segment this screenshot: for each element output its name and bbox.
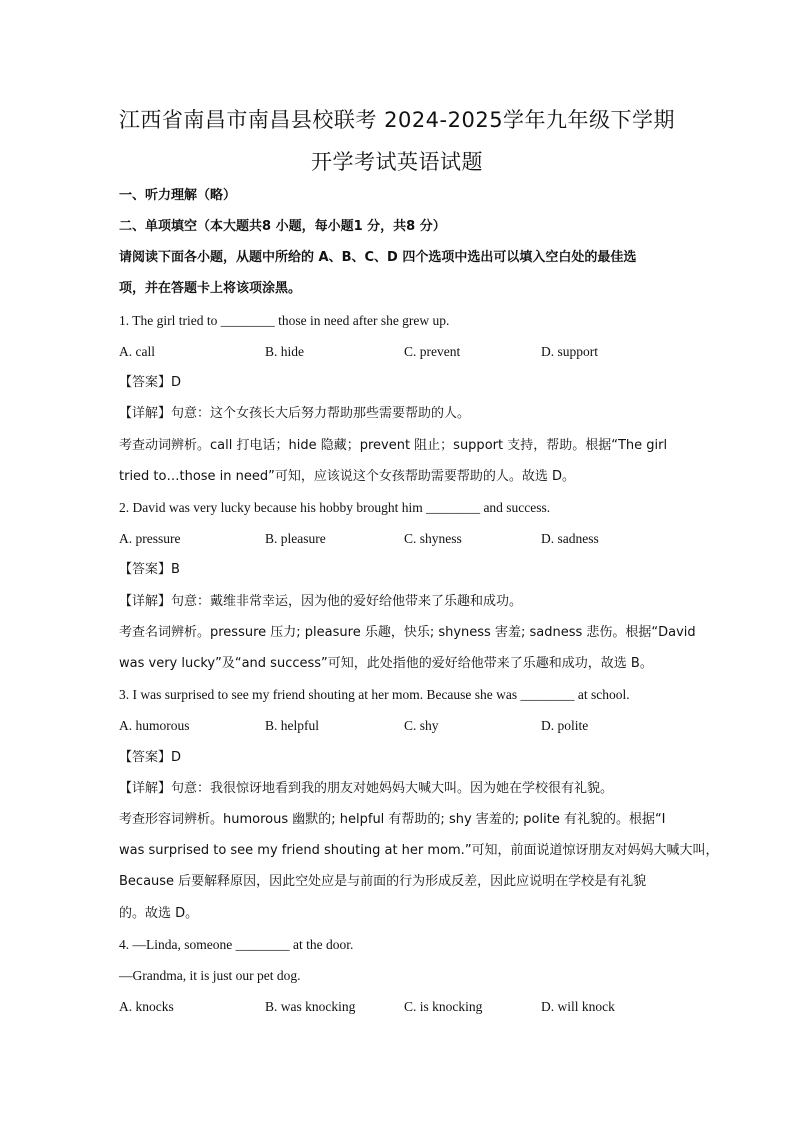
- question-stem: 3. I was surprised to see my friend shouting at her mom. Because she was ________ at school.: [119, 687, 630, 702]
- option-a: A. call: [119, 344, 155, 359]
- question-stem: 4. —Linda, someone ________ at the door.: [119, 937, 354, 952]
- explanation-line: 【详解】句意：这个女孩长大后努力帮助那些需要帮助的人。: [119, 406, 471, 421]
- option-b: B. hide: [265, 344, 304, 359]
- answer-line: 【答案】D: [119, 750, 182, 765]
- option-a: A. humorous: [119, 718, 190, 733]
- answer-line: 【答案】D: [119, 375, 182, 390]
- option-c: C. shy: [404, 718, 439, 733]
- explanation-line: was very lucky”及“and success”可知，此处指他的爱好给他带来了乐趣和成功，故选 B。: [119, 656, 653, 671]
- option-d: D. will knock: [541, 999, 615, 1014]
- instruction-line: 请阅读下面各小题，从题中所给的 A、B、C、D 四个选项中选出可以填入空白处的最佳选: [119, 250, 637, 265]
- option-b: B. helpful: [265, 718, 319, 733]
- document-title: 江西省南昌市南昌县校联考 2024-2025学年九年级下学期: [118, 108, 676, 132]
- explanation-line: Because 后要解释原因，因此空处应是与前面的行为形成反差，因此应说明在学校是有礼貌: [119, 874, 647, 889]
- section-heading-listening: 一、听力理解（略）: [119, 188, 237, 203]
- explanation-line: 的。故选 D。: [119, 906, 199, 921]
- option-a: A. knocks: [119, 999, 174, 1014]
- option-c: C. prevent: [404, 344, 461, 359]
- option-a: A. pressure: [119, 531, 181, 546]
- instruction-line: 项，并在答题卡上将该项涂黑。: [119, 281, 302, 296]
- option-c: C. shyness: [404, 531, 462, 546]
- option-d: D. polite: [541, 718, 589, 733]
- explanation-line: 考查形容词辨析。humorous 幽默的; helpful 有帮助的; shy 害羞的; polite 有礼貌的。根据“I: [119, 812, 666, 827]
- explanation-line: 考查动词辨析。call 打电话；hide 隐藏；prevent 阻止；support 支持，帮助。根据“The girl: [119, 438, 668, 453]
- option-c: C. is knocking: [404, 999, 483, 1014]
- explanation-line: 考查名词辨析。pressure 压力; pleasure 乐趣，快乐; shyness 害羞; sadness 悲伤。根据“David: [119, 625, 696, 640]
- option-b: B. was knocking: [265, 999, 356, 1014]
- option-d: D. sadness: [541, 531, 599, 546]
- option-d: D. support: [541, 344, 598, 359]
- option-b: B. pleasure: [265, 531, 326, 546]
- question-stem-reply: —Grandma, it is just our pet dog.: [119, 968, 301, 983]
- document-subtitle: 开学考试英语试题: [311, 150, 483, 174]
- section-heading-single-choice: 二、单项填空（本大题共8 小题，每小题1 分，共8 分）: [119, 219, 446, 234]
- question-stem: 2. David was very lucky because his hobby brought him ________ and success.: [119, 500, 551, 515]
- explanation-line: was surprised to see my friend shouting at her mom.”可知，前面说道惊讶朋友对妈妈大喊大叫，: [119, 843, 719, 858]
- explanation-line: 【详解】句意：我很惊讶地看到我的朋友对她妈妈大喊大叫。因为她在学校很有礼貌。: [119, 781, 614, 796]
- explanation-line: tried to…those in need”可知，应该说这个女孩帮助需要帮助的人。故选 D。: [119, 469, 576, 484]
- explanation-line: 【详解】句意：戴维非常幸运，因为他的爱好给他带来了乐趣和成功。: [119, 594, 523, 609]
- answer-line: 【答案】B: [119, 562, 180, 577]
- question-stem: 1. The girl tried to ________ those in need after she grew up.: [119, 313, 450, 328]
